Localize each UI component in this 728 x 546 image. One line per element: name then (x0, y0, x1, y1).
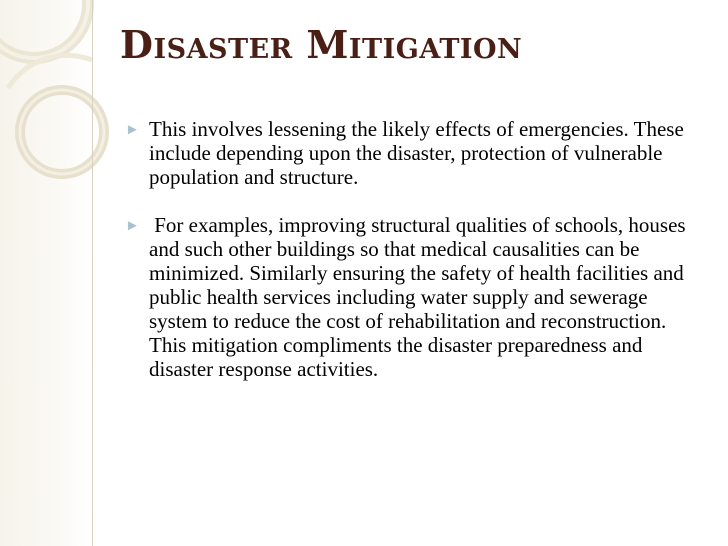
bullet-item (127, 117, 702, 189)
bullet-text: For examples, improving structural qualities of schools, houses and such other buildings so that medical causalities can be minimized. Similarly ensuring the safety of health facilities and public health services including water supply and sewerage system to reduce the cost of rehabilitation and reconstruction. This mitigation compliments the disaster preparedness and disaster response activities. (149, 213, 691, 381)
slide-title: Disaster Mitigation (120, 22, 523, 67)
decorative-ring-icon (0, 0, 120, 546)
bullet-text: This involves lessening the likely effects of emergencies. These include depending upon the disaster, protection of vulnerable population and structure. (149, 117, 690, 189)
bullet-arrow-icon: ► (125, 122, 140, 138)
left-divider-line (92, 0, 93, 546)
bullet-list (127, 117, 702, 381)
bullet-item (127, 213, 702, 381)
bullet-arrow-icon: ► (125, 218, 140, 234)
